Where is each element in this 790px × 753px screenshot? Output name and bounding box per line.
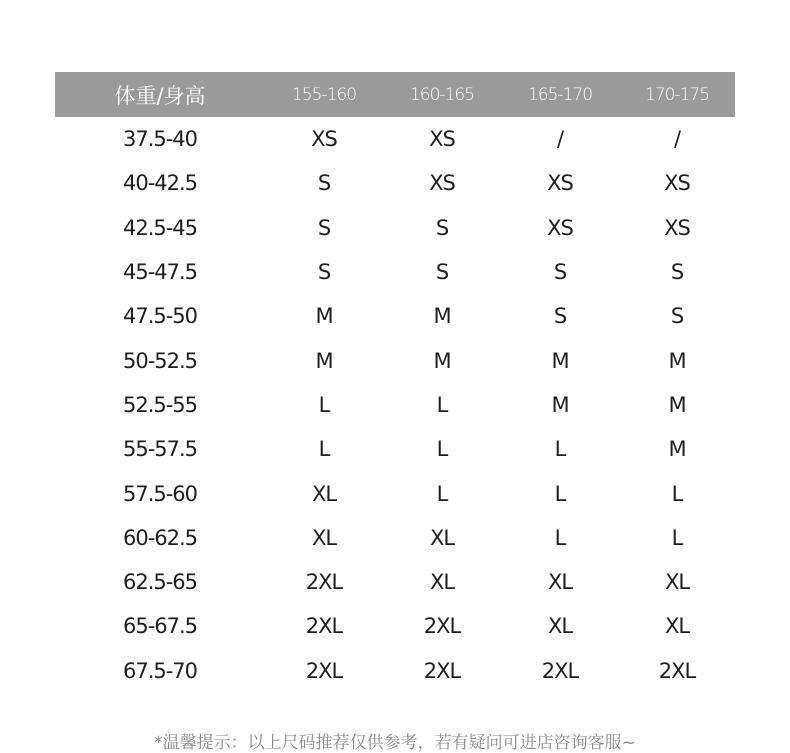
size-cell: M (433, 348, 451, 373)
size-chart-table (55, 72, 735, 693)
size-cell: S (317, 260, 331, 285)
size-cell: XL (311, 525, 337, 550)
size-cell: / (673, 127, 681, 152)
table-row (55, 294, 735, 338)
table-row (55, 471, 735, 515)
table-row (55, 383, 735, 427)
size-cell: XL (664, 614, 690, 639)
weight-range-cell: 67.5-70 (122, 658, 198, 683)
size-cell: L (554, 437, 566, 462)
size-cell: 2XL (423, 658, 461, 683)
size-cell: 2XL (541, 658, 579, 683)
table-row (55, 427, 735, 471)
header-height-165-170: 165-170 (527, 84, 593, 105)
header-height-160-165: 160-165 (409, 84, 475, 105)
size-cell: M (551, 348, 569, 373)
weight-range-cell: 60-62.5 (122, 525, 198, 550)
size-cell: M (315, 304, 333, 329)
header-height-170-175: 170-175 (644, 84, 710, 105)
size-cell: XL (547, 570, 573, 595)
size-cell: L (554, 525, 566, 550)
weight-range-cell: 55-57.5 (122, 437, 198, 462)
size-recommendation-note: *温馨提示：以上尺码推荐仅供参考，若有疑问可进店咨询客服~ (154, 733, 636, 753)
table-row (55, 206, 735, 250)
size-cell: M (668, 437, 686, 462)
size-cell: M (315, 348, 333, 373)
size-cell: S (553, 304, 567, 329)
header-height-155-160: 155-160 (291, 84, 357, 105)
weight-range-cell: 47.5-50 (122, 304, 198, 329)
table-row (55, 560, 735, 604)
size-cell: 2XL (658, 658, 696, 683)
size-cell: XS (429, 171, 455, 196)
size-cell: S (670, 260, 684, 285)
size-cell: XS (311, 127, 337, 152)
size-cell: 2XL (305, 614, 343, 639)
table-row (55, 338, 735, 382)
table-body (55, 117, 735, 693)
size-cell: XS (547, 215, 573, 240)
size-cell: XL (664, 570, 690, 595)
size-cell: 2XL (305, 658, 343, 683)
size-cell: S (435, 215, 449, 240)
size-cell: M (551, 392, 569, 417)
size-cell: XL (429, 525, 455, 550)
size-cell: / (556, 127, 564, 152)
size-cell: 2XL (305, 570, 343, 595)
size-cell: S (317, 215, 331, 240)
size-cell: M (668, 392, 686, 417)
size-cell: XS (664, 215, 690, 240)
table-row (55, 117, 735, 161)
table-row (55, 250, 735, 294)
size-cell: L (318, 437, 330, 462)
size-cell: S (670, 304, 684, 329)
weight-range-cell: 65-67.5 (122, 614, 198, 639)
table-row (55, 649, 735, 693)
size-cell: XS (429, 127, 455, 152)
weight-range-cell: 45-47.5 (122, 260, 198, 285)
weight-range-cell: 57.5-60 (122, 481, 198, 506)
size-cell: XS (547, 171, 573, 196)
size-cell: L (436, 481, 448, 506)
size-cell: L (671, 525, 683, 550)
weight-range-cell: 50-52.5 (122, 348, 198, 373)
table-header-row (55, 72, 735, 117)
size-cell: L (671, 481, 683, 506)
size-cell: L (554, 481, 566, 506)
size-cell: XS (664, 171, 690, 196)
weight-range-cell: 52.5-55 (122, 392, 198, 417)
table-row (55, 604, 735, 648)
size-cell: L (436, 392, 448, 417)
size-cell: XL (429, 570, 455, 595)
header-weight-height-label: 体重/身高 (114, 83, 206, 108)
size-cell: L (436, 437, 448, 462)
weight-range-cell: 42.5-45 (122, 215, 198, 240)
size-cell: 2XL (423, 614, 461, 639)
table-row (55, 161, 735, 205)
weight-range-cell: 40-42.5 (122, 171, 198, 196)
size-cell: S (435, 260, 449, 285)
weight-range-cell: 37.5-40 (122, 127, 198, 152)
size-cell: S (553, 260, 567, 285)
size-cell: M (433, 304, 451, 329)
size-cell: L (318, 392, 330, 417)
size-cell: XL (311, 481, 337, 506)
table-row (55, 516, 735, 560)
size-cell: M (668, 348, 686, 373)
size-cell: XL (547, 614, 573, 639)
size-cell: S (317, 171, 331, 196)
weight-range-cell: 62.5-65 (122, 570, 198, 595)
